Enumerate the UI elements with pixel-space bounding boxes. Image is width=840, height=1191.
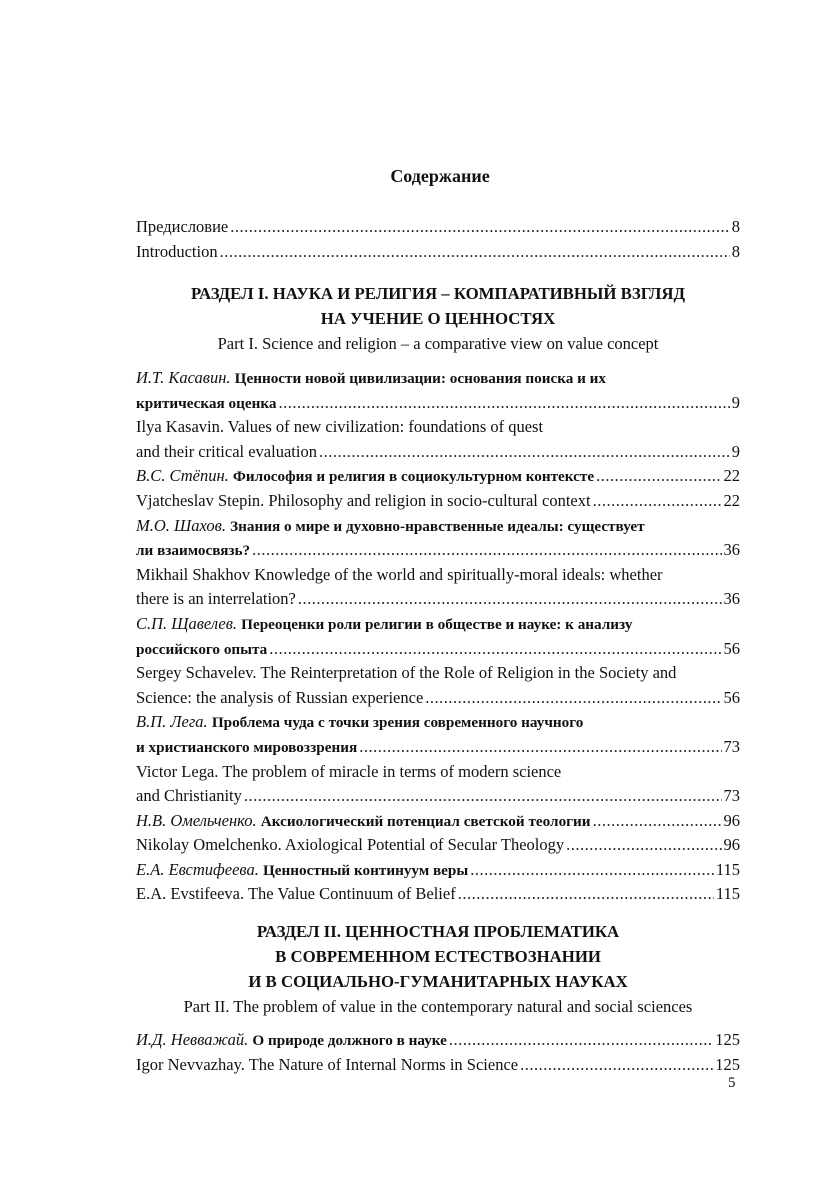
- entry-title: Ценностный континуум веры: [262, 861, 469, 879]
- toc-entry[interactable]: [136, 215, 740, 240]
- leader-dots: [470, 858, 714, 883]
- entry-title: О природе должного в науке: [252, 1032, 447, 1049]
- entry-english-title: Igor Nevvazhay. The Nature of Internal Norms in Science: [136, 1054, 519, 1074]
- section-heading-line: В СОВРЕМЕННОМ ЕСТЕСТВОЗНАНИИ: [275, 947, 601, 966]
- entry-english-title: Nikolay Omelchenko. Axiological Potential of Secular Theology: [136, 835, 565, 855]
- entry-english-title: and Christianity: [136, 786, 242, 806]
- toc-page-number: 125: [715, 1054, 740, 1074]
- section-heading-line: РАЗДЕЛ II. ЦЕННОСТНАЯ ПРОБЛЕМАТИКА: [256, 922, 620, 941]
- entry-title: Аксиологический потенциал светской теологии: [260, 812, 591, 830]
- toc-entry-line[interactable]: [136, 735, 740, 760]
- entry-title: Проблема чуда с точки зрения современного научного: [211, 714, 584, 732]
- section-1-heading: [136, 281, 740, 357]
- toc-page-number: 9: [731, 392, 740, 412]
- section-2-heading: [136, 919, 740, 1020]
- entry-author: С.П. Щавелев.: [136, 613, 238, 633]
- entry-title: и христианского мировоззрения: [136, 738, 358, 756]
- toc-entry-line[interactable]: [136, 833, 740, 858]
- entry-title: критическая оценка: [136, 394, 277, 412]
- entry-title: российского опыта: [136, 640, 268, 658]
- entry-english-title: E.A. Evstifeeva. The Value Continuum of Belief: [136, 884, 456, 904]
- toc-entry-line[interactable]: [136, 563, 740, 588]
- toc-page-number: 125: [715, 1030, 740, 1049]
- leader-dots: [593, 809, 722, 834]
- leader-dots: [278, 391, 729, 416]
- leader-dots: [269, 637, 721, 662]
- leader-dots: [319, 440, 730, 465]
- section-1-entries: [136, 366, 740, 907]
- toc-entry-line[interactable]: [136, 1053, 740, 1078]
- toc-page-number: 56: [723, 687, 740, 707]
- leader-dots: [566, 833, 721, 858]
- toc-page-number: 9: [731, 441, 740, 461]
- entry-title: Знания о мире и духовно-нравственные идеалы: существует: [230, 517, 645, 535]
- leader-dots: [596, 464, 721, 489]
- toc-entry-line[interactable]: [136, 686, 740, 711]
- toc-page-number: 22: [723, 490, 740, 510]
- toc-entry-title: Introduction: [136, 241, 218, 261]
- toc-page-number: 36: [723, 540, 740, 560]
- leader-dots: [359, 735, 721, 760]
- toc-entry-line[interactable]: [136, 809, 740, 834]
- leader-dots: [458, 882, 714, 907]
- section-heading-english: Part I. Science and religion – a comparative view on value concept: [217, 334, 659, 353]
- page-title: Содержание: [390, 166, 490, 186]
- section-heading-line: И В СОЦИАЛЬНО-ГУМАНИТАРНЫХ НАУКАХ: [248, 972, 628, 991]
- entry-author: И.Д. Невважай.: [136, 1030, 249, 1049]
- leader-dots: [449, 1028, 713, 1053]
- toc-entry-line[interactable]: [136, 415, 740, 440]
- toc-entry-line[interactable]: [136, 710, 740, 735]
- leader-dots: [425, 686, 721, 711]
- toc-entry-line[interactable]: [136, 587, 740, 612]
- leader-dots: [298, 587, 722, 612]
- toc-page-number: 115: [715, 884, 740, 904]
- toc-entry-line[interactable]: [136, 882, 740, 907]
- toc-page-number: 8: [731, 241, 740, 261]
- toc-page-number: 73: [723, 736, 740, 756]
- entry-english-title: there is an interrelation?: [136, 589, 296, 609]
- entry-title: Философия и религия в социокультурном контексте: [232, 468, 595, 486]
- entry-author: Е.А. Евстифеева.: [136, 859, 259, 879]
- toc-entry-title: Предисловие: [136, 217, 229, 236]
- leader-dots: [593, 489, 722, 514]
- page-number: 5: [728, 1075, 736, 1091]
- entry-title: Ценности новой цивилизации: основания поиска и их: [234, 370, 607, 387]
- toc-entry-line[interactable]: [136, 612, 740, 637]
- entry-title: Переоценки роли религии в обществе и науке: к анализу: [241, 615, 633, 633]
- toc-page-number: 115: [715, 859, 740, 879]
- toc-entry-line[interactable]: [136, 760, 740, 785]
- entry-author: И.Т. Касавин.: [136, 368, 231, 387]
- entry-english-title: Mikhail Shakhov Knowledge of the world and spiritually-moral ideals: whether: [136, 564, 663, 584]
- toc-entry-line[interactable]: [136, 391, 740, 416]
- toc-page-number: 73: [723, 786, 740, 806]
- leader-dots: [220, 240, 730, 265]
- toc-entry-line[interactable]: [136, 858, 740, 883]
- entry-english-title: Ilya Kasavin. Values of new civilization: foundations of quest: [136, 417, 544, 437]
- toc-entry-line[interactable]: [136, 538, 740, 563]
- entry-english-title: Science: the analysis of Russian experience: [136, 687, 424, 707]
- leader-dots: [520, 1053, 713, 1078]
- toc-entry-line[interactable]: [136, 489, 740, 514]
- entry-author: В.С. Стёпин.: [136, 466, 229, 486]
- section-heading-line: НА УЧЕНИЕ О ЦЕННОСТЯХ: [320, 309, 556, 328]
- leader-dots: [230, 215, 730, 240]
- section-heading-line: РАЗДЕЛ I. НАУКА И РЕЛИГИЯ – КОМПАРАТИВНЫЙ ВЗГЛЯД: [190, 284, 686, 303]
- entry-author: Н.В. Омельченко.: [136, 810, 257, 830]
- toc-page-number: 8: [731, 217, 740, 236]
- entry-author: М.О. Шахов.: [136, 515, 226, 535]
- section-2-entries: [136, 1028, 740, 1077]
- toc-entry-line[interactable]: [136, 440, 740, 465]
- entry-english-title: Vjatcheslav Stepin. Philosophy and religion in socio-cultural context: [136, 490, 591, 510]
- toc-entry-line[interactable]: [136, 514, 740, 539]
- entry-author: В.П. Лега.: [136, 712, 208, 732]
- toc-page-number: 96: [723, 810, 740, 830]
- toc-page-number: 56: [723, 638, 740, 658]
- section-heading-english: Part II. The problem of value in the contemporary natural and social sciences: [183, 997, 693, 1016]
- toc-entry-line[interactable]: [136, 366, 740, 391]
- toc-entry-line[interactable]: [136, 637, 740, 662]
- entry-english-title: Sergey Schavelev. The Reinterpretation of the Role of Religion in the Society and: [136, 663, 677, 683]
- toc-page-number: 22: [723, 466, 740, 486]
- toc-page-number: 96: [723, 835, 740, 855]
- toc-entry-line[interactable]: [136, 784, 740, 809]
- leader-dots: [244, 784, 722, 809]
- entry-english-title: Victor Lega. The problem of miracle in terms of modern science: [136, 761, 562, 781]
- toc-page-number: 36: [723, 589, 740, 609]
- toc-entry-line[interactable]: [136, 1028, 740, 1053]
- toc-entry[interactable]: [136, 240, 740, 265]
- front-matter: [136, 215, 740, 264]
- toc-entry-line[interactable]: [136, 661, 740, 686]
- leader-dots: [252, 538, 721, 563]
- toc-entry-line[interactable]: [136, 464, 740, 489]
- entry-title: ли взаимосвязь?: [136, 542, 251, 560]
- entry-english-title: and their critical evaluation: [136, 441, 317, 461]
